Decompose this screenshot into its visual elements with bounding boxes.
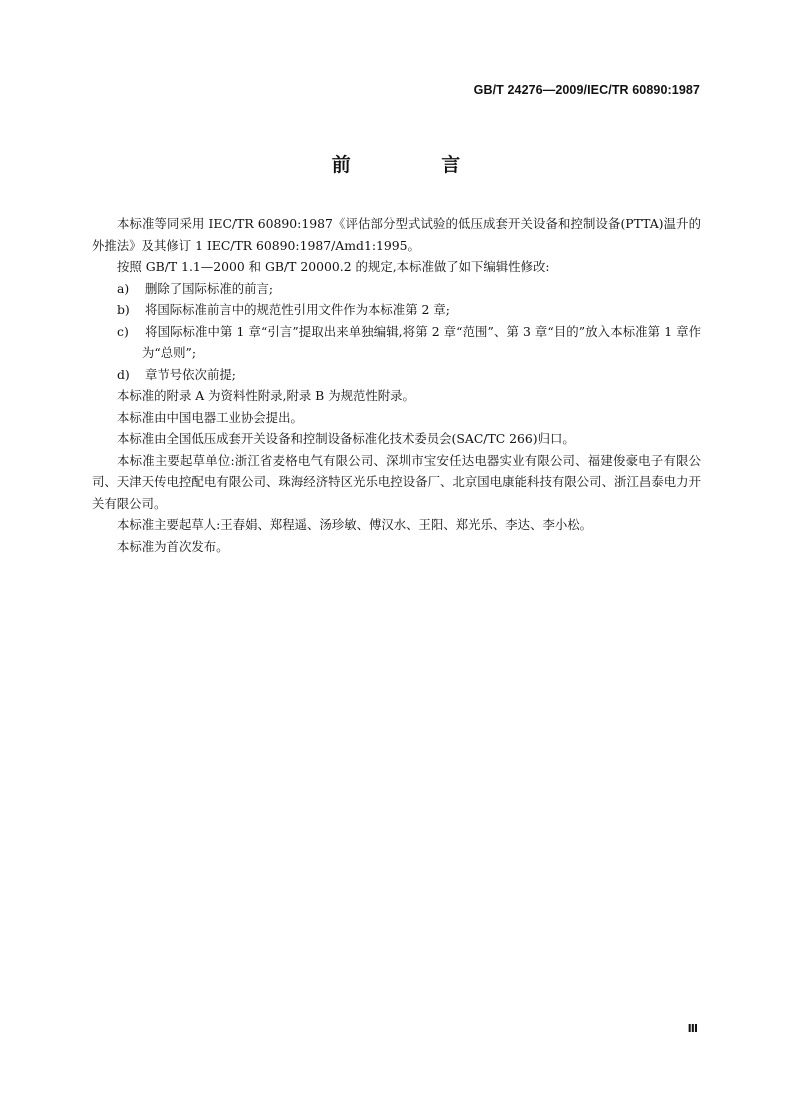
- paragraph-proposer: 本标准由中国电器工业协会提出。: [117, 409, 303, 425]
- paragraph-committee: 本标准由全国低压成套开关设备和控制设备标准化技术委员会(SAC/TC 266)归口。: [117, 431, 575, 446]
- list-item-text: 章节号依次前提;: [145, 366, 236, 382]
- list-item-text: 删除了国际标准的前言;: [145, 280, 274, 296]
- foreword-body: [92, 213, 701, 557]
- standard-number-header: GB/T 24276—2009/IEC/TR 60890:1987: [473, 83, 700, 97]
- page-title: 前 言: [331, 154, 503, 176]
- paragraph-drafting-units: 本标准主要起草单位:浙江省麦格电气有限公司、深圳市宝安任达电器实业有限公司、福建俊豪电子有限公司、天津天传电控配电有限公司、珠海经济特区光乐电控设备厂、北京国电康能科技有限公司、浙江昌泰电力开关有限公司。: [92, 452, 701, 511]
- list-item-text: 将国际标准中第 1 章“引言”提取出来单独编辑,将第 2 章“范围”、第 3 章“目的”放入本标准第 1 章作为“总则”;: [142, 323, 701, 360]
- list-item: [92, 299, 701, 321]
- list-item: [92, 278, 701, 300]
- list-item: [92, 321, 701, 364]
- list-item: [92, 364, 701, 386]
- paragraph-adoption: 本标准等同采用 IEC/TR 60890:1987《评估部分型式试验的低压成套开关设备和控制设备(PTTA)温升的外推法》及其修订 1 IEC/TR 60890:1987/Amd1:1995。: [92, 216, 701, 253]
- list-item-mark: c): [117, 323, 129, 339]
- paragraph-annexes: 本标准的附录 A 为资料性附录,附录 B 为规范性附录。: [117, 388, 415, 403]
- paragraph-editorial-changes: 按照 GB/T 1.1—2000 和 GB/T 20000.2 的规定,本标准做了如下编辑性修改:: [117, 259, 550, 274]
- paragraph-first-release: 本标准为首次发布。: [117, 538, 229, 554]
- list-item-text: 将国际标准前言中的规范性引用文件作为本标准第 2 章;: [145, 302, 450, 317]
- list-item-mark: d): [117, 366, 130, 382]
- paragraph-drafters: 本标准主要起草人:王春娟、郑程遥、汤珍敏、傅汉水、王阳、郑光乐、李达、李小松。: [117, 517, 593, 532]
- list-item-mark: a): [117, 280, 130, 296]
- list-item-mark: b): [117, 302, 130, 317]
- page-number: Ⅲ: [687, 1022, 698, 1035]
